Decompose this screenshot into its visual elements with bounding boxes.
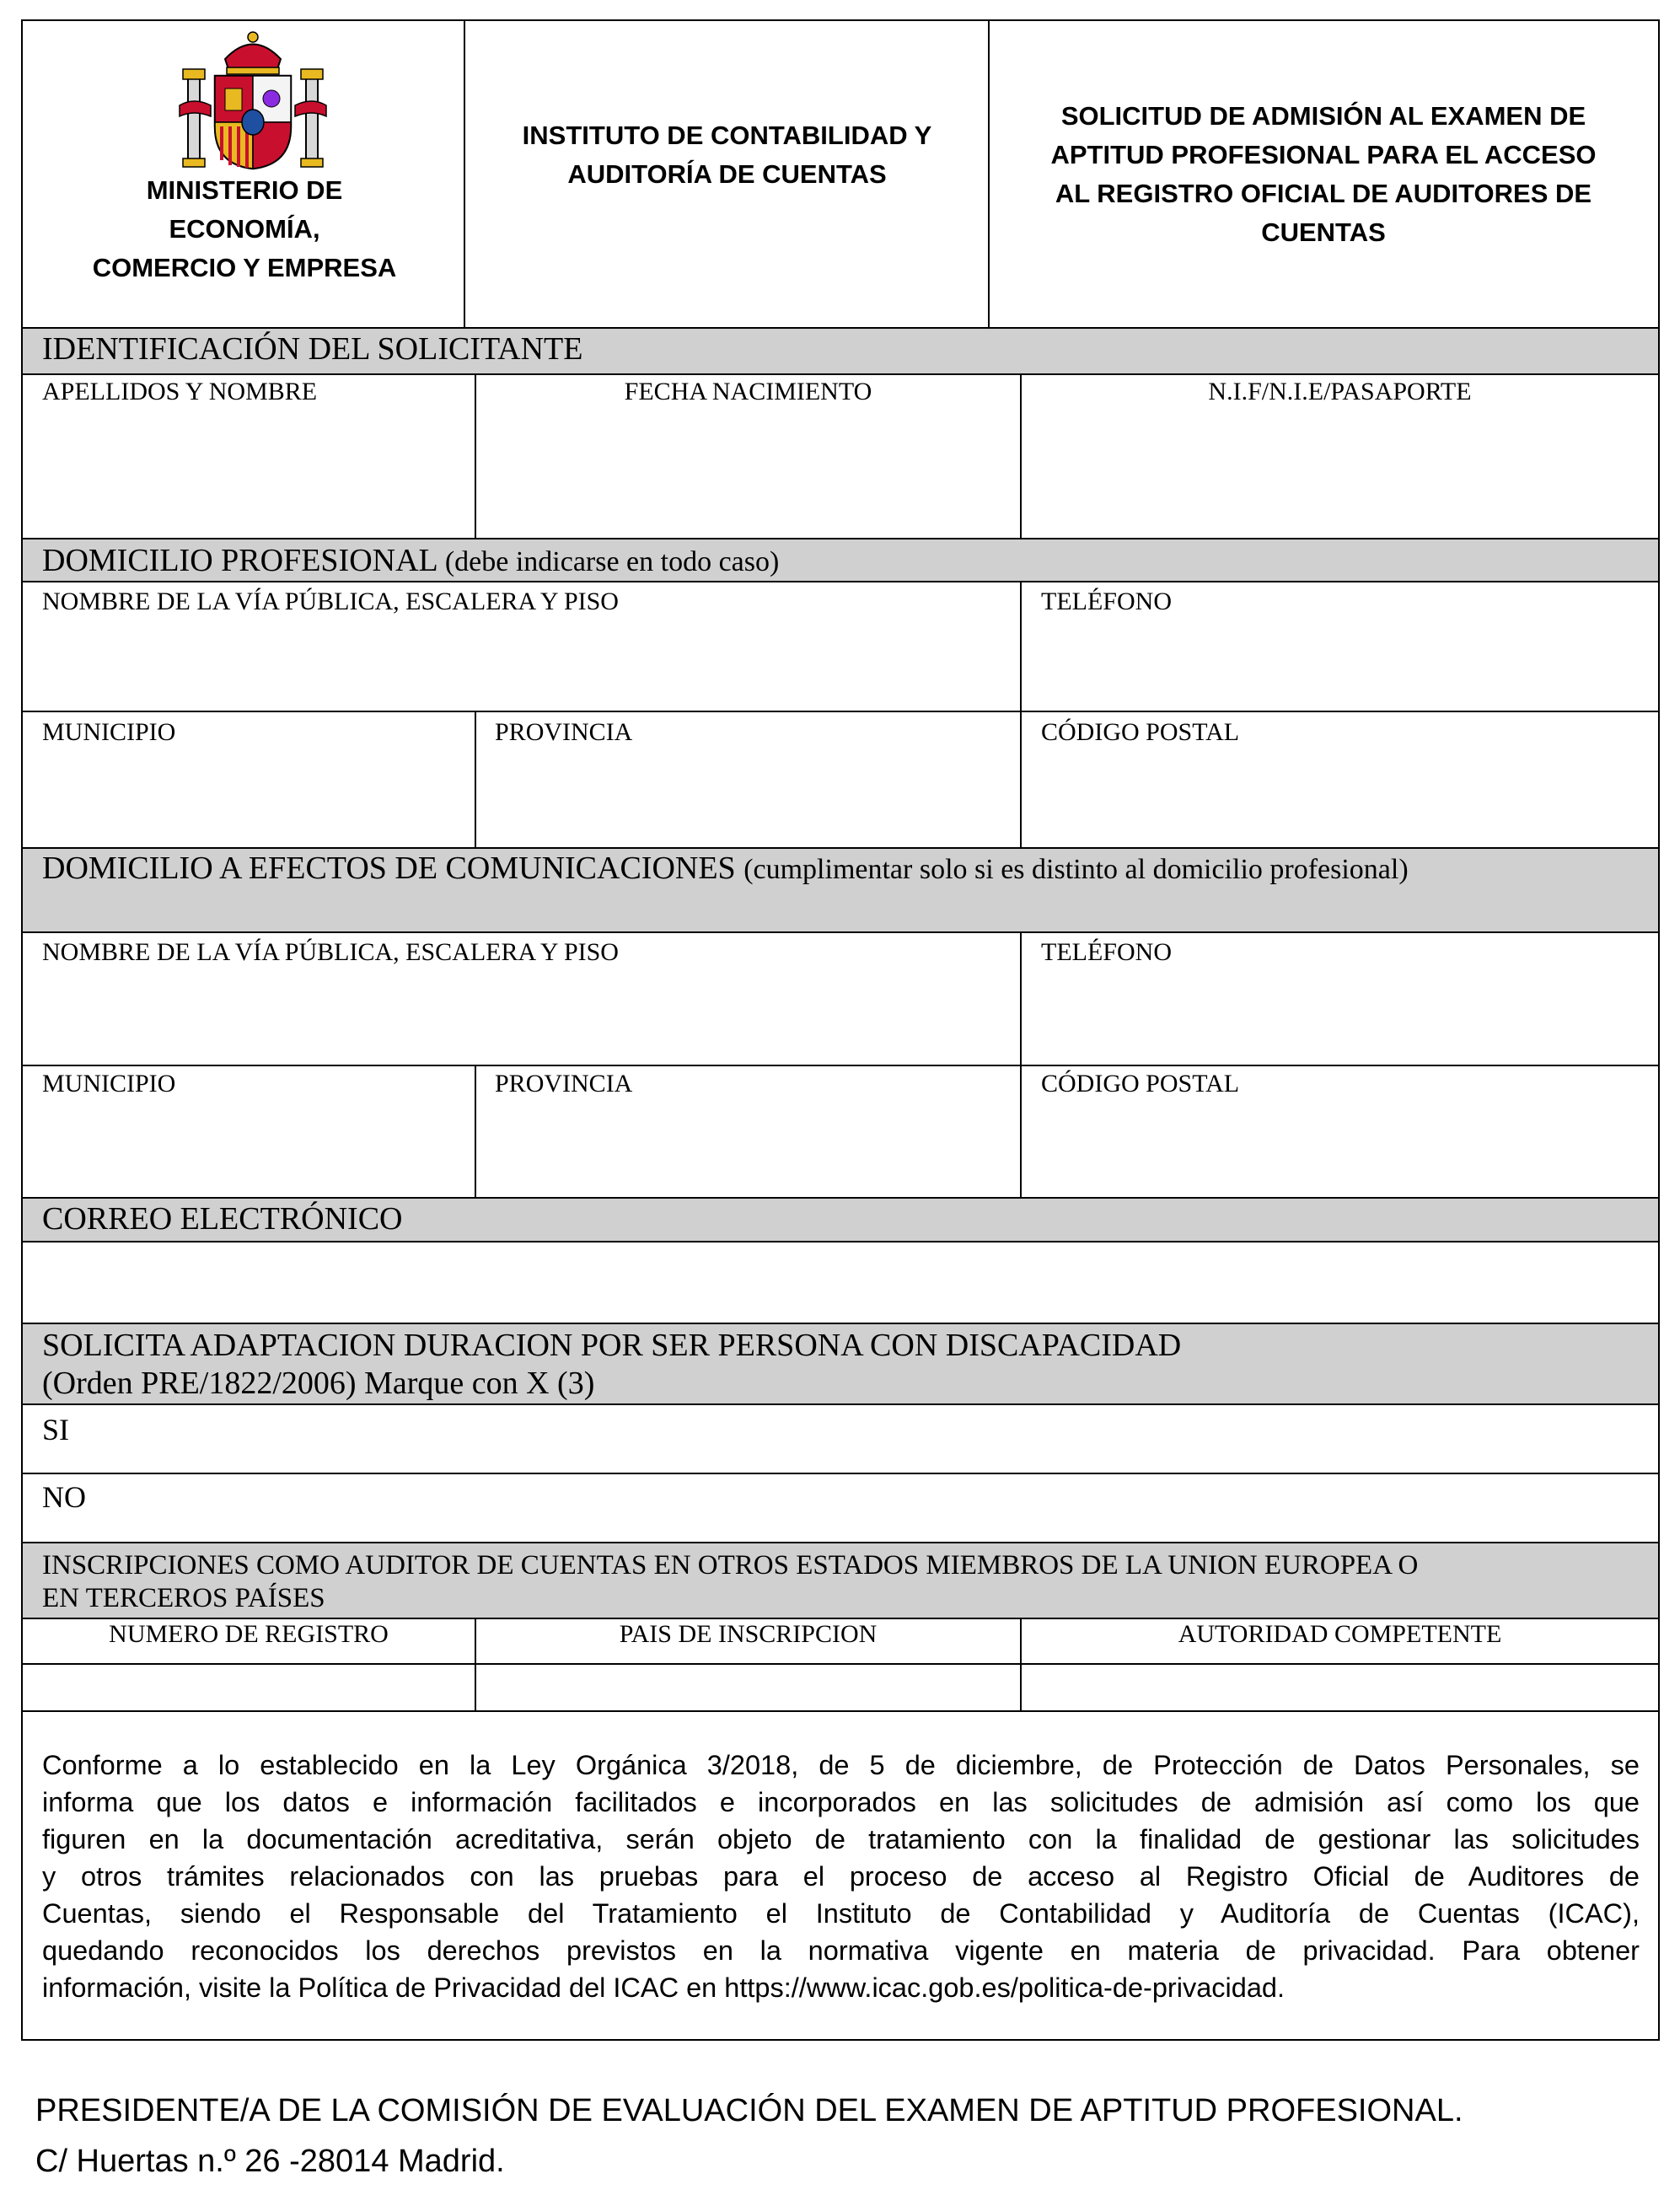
divider	[21, 538, 1660, 539]
phone-label: TELÉFONO	[1041, 588, 1172, 615]
birth-date-label: FECHA NACIMIENTO	[624, 378, 872, 405]
street-label: NOMBRE DE LA VÍA PÚBLICA, ESCALERA Y PISO	[42, 588, 619, 615]
privacy-notice	[42, 1747, 1640, 2006]
form-title-line: APTITUD PROFESIONAL PARA EL ACCESO	[1050, 140, 1597, 169]
ministry-line: COMERCIO Y EMPRESA	[92, 253, 397, 282]
communication-address-title	[42, 850, 1409, 888]
privacy-line: figuren en la documentación acreditativa, serán objeto de tratamiento con la finalidad de gestionar las solicitudes	[42, 1824, 1640, 1854]
section-title-text: DOMICILIO A EFECTOS DE COMUNICACIONES	[42, 851, 736, 886]
disability-subtitle: (Orden PRE/1822/2006) Marque con X (3)	[42, 1366, 595, 1401]
id-number-label: N.I.F/N.I.E/PASAPORTE	[1208, 378, 1472, 405]
privacy-line: Cuentas, siendo el Responsable del Tratamiento el Instituto de Contabilidad y Auditoría de Cuentas (ICAC),	[42, 1898, 1640, 1929]
column-header: PAIS DE INSCRIPCION	[619, 1620, 878, 1648]
privacy-line: y otros trámites relacionados con las pruebas para el proceso de acceso al Registro Oficial de Auditores de	[42, 1861, 1640, 1892]
province-label: PROVINCIA	[495, 718, 633, 746]
section-note: (debe indicarse en todo caso)	[444, 546, 780, 577]
disability-yes-option[interactable]	[23, 1405, 1658, 1473]
municipality-label: MUNICIPIO	[42, 1070, 176, 1098]
option-no-label: NO	[42, 1480, 86, 1514]
identification-title: IDENTIFICACIÓN DEL SOLICITANTE	[42, 331, 583, 367]
email-title: CORREO ELECTRÓNICO	[42, 1201, 403, 1237]
section-note: (cumplimentar solo si es distinto al domicilio profesional)	[743, 854, 1409, 885]
professional-address-title	[42, 542, 779, 581]
institute-line: INSTITUTO DE CONTABILIDAD Y	[522, 121, 932, 150]
postal-code-label: CÓDIGO POSTAL	[1041, 1070, 1240, 1098]
form-title-line: SOLICITUD DE ADMISIÓN AL EXAMEN DE	[1060, 101, 1586, 131]
divider	[21, 327, 1660, 329]
privacy-line: quedando reconocidos los derechos previstos en la normativa vigente en materia de privacidad. Para obtener	[42, 1935, 1640, 1966]
municipality-label: MUNICIPIO	[42, 718, 176, 746]
ministry-name	[51, 171, 438, 287]
registration-number-field[interactable]	[23, 1665, 475, 1710]
registrations-subtitle: EN TERCEROS PAÍSES	[42, 1583, 325, 1613]
privacy-line: Conforme a lo establecido en la Ley Orgánica 3/2018, de 5 de diciembre, de Protección de Datos Personales, se	[42, 1750, 1640, 1780]
registration-country-field[interactable]	[476, 1665, 1020, 1710]
ministry-line: MINISTERIO DE	[146, 175, 343, 205]
column-header: NUMERO DE REGISTRO	[109, 1620, 389, 1648]
option-yes-label: SI	[42, 1413, 70, 1446]
coat-of-arms-icon	[173, 25, 333, 173]
divider	[21, 847, 1660, 849]
section-title-text: DOMICILIO PROFESIONAL	[42, 543, 437, 578]
phone-label: TELÉFONO	[1041, 938, 1172, 966]
divider	[21, 1618, 1660, 1619]
form-title	[995, 97, 1652, 252]
column-header: AUTORIDAD COMPETENTE	[1178, 1620, 1502, 1648]
header-divider	[464, 21, 465, 329]
address-line: C/ Huertas n.º 26 -28014 Madrid.	[35, 2144, 505, 2179]
ministry-line: ECONOMÍA,	[169, 214, 320, 244]
street-label: NOMBRE DE LA VÍA PÚBLICA, ESCALERA Y PISO	[42, 938, 619, 966]
privacy-line: información, visite la Política de Privacidad del ICAC en https://www.icac.gob.es/politica-de-privacidad.	[42, 1972, 1285, 2003]
form-title-line: CUENTAS	[1261, 217, 1386, 247]
recipient-line: PRESIDENTE/A DE LA COMISIÓN DE EVALUACIÓN DEL EXAMEN DE APTITUD PROFESIONAL.	[35, 2093, 1463, 2128]
email-field[interactable]	[23, 1242, 1658, 1323]
disability-no-option[interactable]	[23, 1474, 1658, 1542]
form-title-line: AL REGISTRO OFICIAL DE AUDITORES DE	[1055, 179, 1592, 208]
name-label: APELLIDOS Y NOMBRE	[42, 378, 318, 405]
institute-line: AUDITORÍA DE CUENTAS	[567, 159, 887, 189]
privacy-line: informa que los datos e información facilitados e incorporados en las solicitudes de admisión así como los que	[42, 1787, 1640, 1817]
header-divider	[988, 21, 990, 329]
registration-authority-field[interactable]	[1022, 1665, 1658, 1710]
province-label: PROVINCIA	[495, 1070, 633, 1098]
divider	[21, 1197, 1660, 1199]
divider	[21, 1710, 1660, 1712]
registrations-title: INSCRIPCIONES COMO AUDITOR DE CUENTAS EN OTROS ESTADOS MIEMBROS DE LA UNION EUROPEA O	[42, 1550, 1419, 1581]
disability-title: SOLICITA ADAPTACION DURACION POR SER PERSONA CON DISCAPACIDAD	[42, 1328, 1182, 1363]
postal-code-label: CÓDIGO POSTAL	[1041, 718, 1240, 746]
institute-name	[472, 116, 982, 194]
